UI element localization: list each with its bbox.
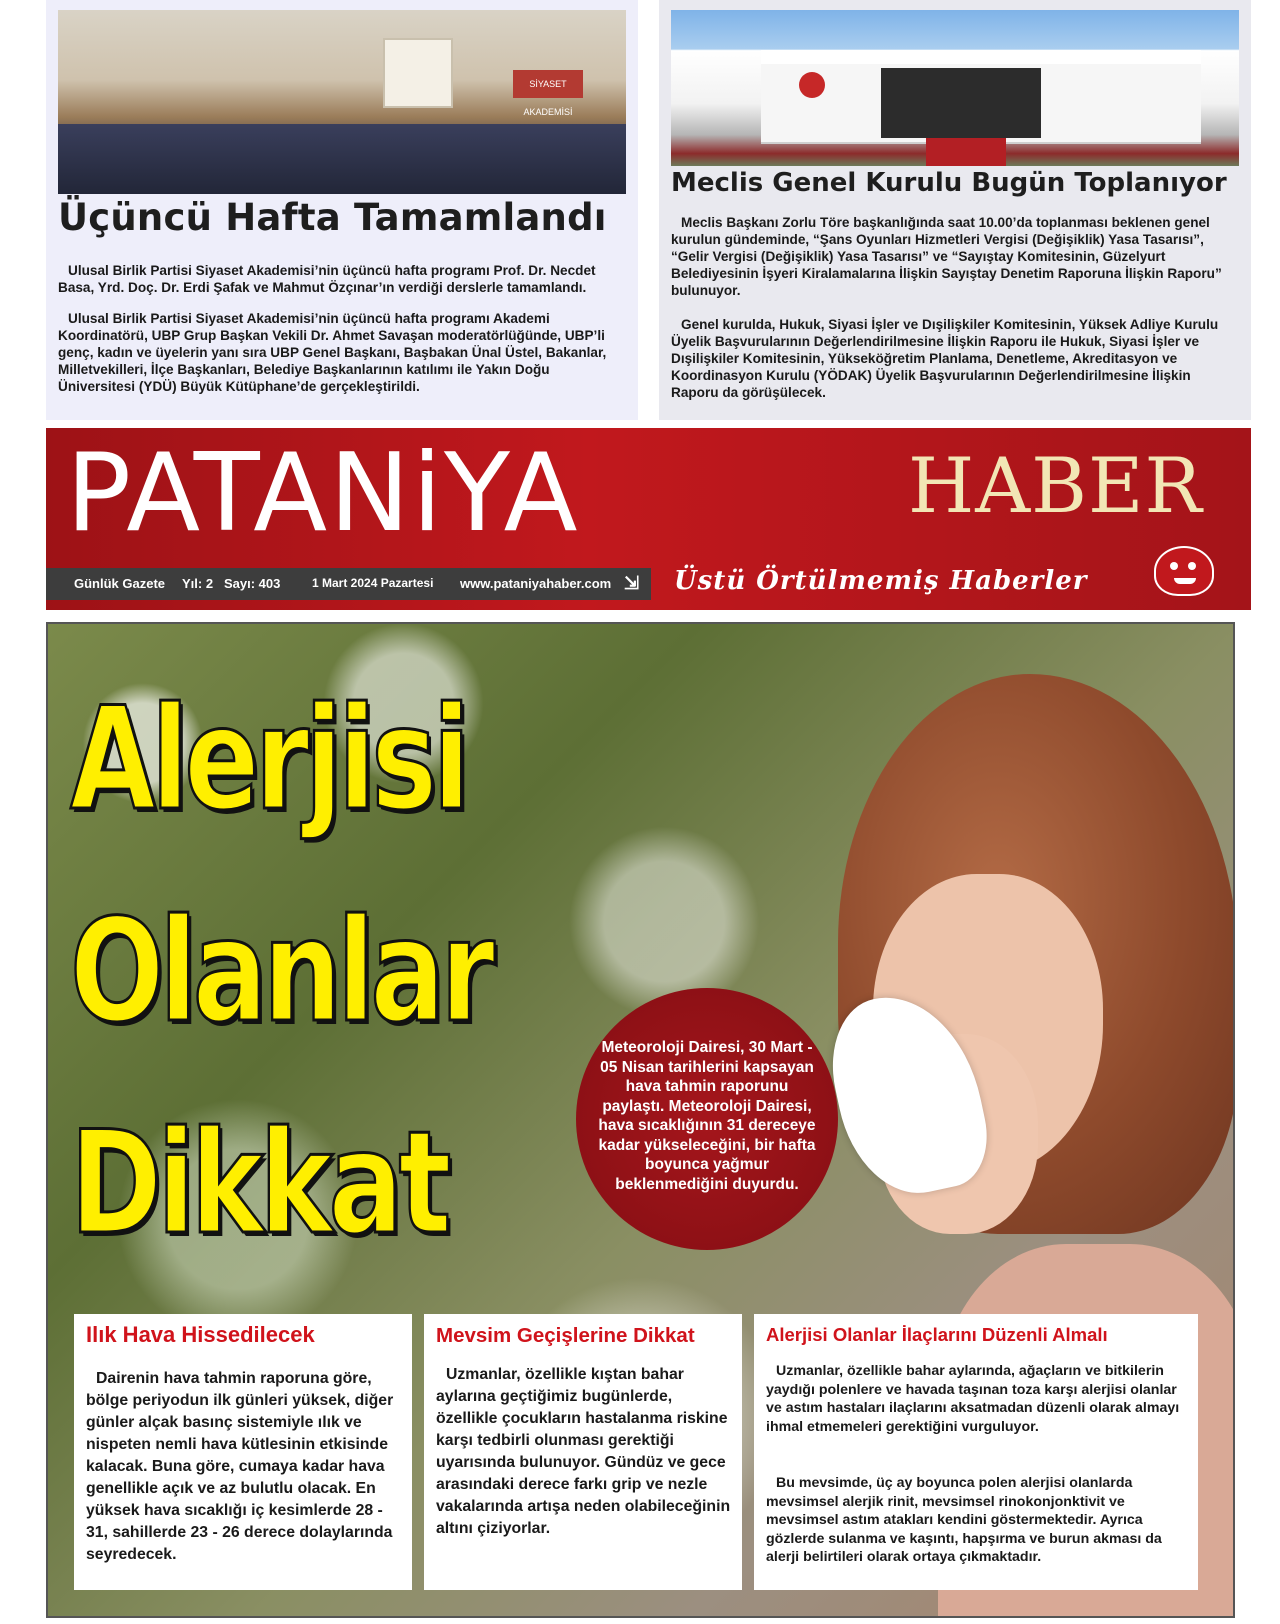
story-left-photo [58, 10, 626, 194]
building-entrance-shape [881, 68, 1041, 138]
story-right-photo [671, 10, 1239, 166]
weather-circle-note: Meteoroloji Dairesi, 30 Mart - 05 Nisan tarihlerini kapsayan hava tahmin raporunu paylaştı. Meteoroloji Dairesi, hava sıcaklığının 31 dereceye kadar yükseleceğini, bir hafta boyunca yağmur beklenmediğini duyurdu. [576, 988, 838, 1250]
column-2-title: Mevsim Geçişlerine Dikkat [436, 1324, 695, 1347]
slogan: Üstü Örtülmemiş Haberler [674, 566, 1088, 596]
year: Yıl: 2 [182, 576, 214, 591]
lectern-shape [383, 38, 453, 108]
red-carpet-shape [926, 138, 1006, 166]
story-left-title: Üçüncü Hafta Tamamlandı [58, 196, 607, 239]
column-3-paragraph-1: Uzmanlar, özellikle bahar aylarında, ağaçların ve bitkilerin yaydığı polenlere ve havada taşınan toza karşı alerjisi olanlar ve astım hastaları ilaçlarını aksatmadan düzenli olarak almayı ihmal etmemeleri gerektiğini vurguluyor. [766, 1363, 1180, 1435]
logo-haber: HABER [908, 441, 1203, 530]
newspaper-type: Günlük Gazete [74, 576, 166, 591]
photo-banner: SİYASET AKADEMİSİ [513, 70, 583, 98]
story-right-paragraph-2: Genel kurulda, Hukuk, Siyasi İşler ve Dışilişkiler Komitesinin, Yüksek Adliye Kurulu Üyelik Başvurularının Değerlendirilmesine İlişkin Raporu ile Hukuk, Siyasi İşler ve Dışilişkiler Komitesinin, Yükseköğretim Planlama, Denetleme, Akreditasyon ve Koordinasyon Kurulu (YÖDAK) Üyelik Başvurularının Değerlendirilmesine İlişkin Raporu da görüşülecek. [671, 317, 1219, 400]
column-allergy-medication [754, 1314, 1198, 1590]
column-3-title: Alerjisi Olanlar İlaçlarını Düzenli Almalı [766, 1324, 1108, 1345]
issue-date: 1 Mart 2024 Pazartesi [312, 576, 434, 590]
column-warm-weather [74, 1314, 412, 1590]
feature-story [46, 622, 1235, 1618]
story-left-paragraph-2: Ulusal Birlik Partisi Siyaset Akademisi’nin üçüncü hafta programı Akademi Koordinatörü, UBP Grup Başkan Vekili Dr. Ahmet Savaşan moderatörlüğünde, UBP’li genç, kadın ve üyelerin yanı sıra UBP Genel Başkanı, Başbakan Ünal Üstel, Bakanlar, Milletvekilleri, İlçe Başkanları, Belediye Başkanlarının katılımı ile Yakın Doğu Üniversitesi (YDÜ) Büyük Kütüphane’de gerçekleştirildi. [58, 311, 607, 394]
column-3-paragraph-2: Bu mevsimde, üç ay boyunca polen alerjisi olanlarda mevsimsel alerjik rinit, mevsimsel rinokonjonktivit ve mevsimsel astım atakları kendini göstermektedir. Ayrıca gözlerde sulanma ve kaşıntı, hapşırma ve burun akması da alerji belirtileri olarak ortaya çıkmaktadır. [766, 1475, 1162, 1565]
column-2-text: Uzmanlar, özellikle kıştan bahar aylarına geçtiğimiz bugünlerde, özellikle çocukların hastalanma riskine karşı tedbirli olunması gerektiği uyarısında bulunuyor. Gündüz ve gece arasındaki derece farkı grip ve nezle vakalarında artışa neden olabileceğinin altını çiziyorlar. [436, 1366, 731, 1537]
emblem-icon [799, 72, 825, 98]
story-left [46, 0, 638, 420]
story-right-paragraph-1: Meclis Başkanı Zorlu Töre başkanlığında saat 10.00’da toplanması beklenen genel kurulun gündeminde, “Şans Oyunları Hizmetleri Vergisi (Değişiklik) Yasa Tasarısı”, “Gelir Vergisi (Değişiklik) Yasa Tasarısı” ve “Sayıştay Komitesinin, Güzelyurt Belediyesinin İşyeri Kiralamalarına İlişkin Sayıştay Denetim Raporuna İlişkin Raporu” bulunuyor. [671, 215, 1222, 298]
issue-number: Sayı: 403 [224, 576, 281, 591]
column-1-title: Ilık Hava Hissedilecek [86, 1322, 315, 1347]
feature-headline: Alerjisi Olanlar Dikkat [70, 677, 491, 1266]
website-link[interactable]: www.pataniyahaber.com [460, 576, 612, 591]
audience-shape [58, 124, 626, 194]
logo-pataniya: PATANiYA [66, 431, 580, 556]
story-left-paragraph-1: Ulusal Birlik Partisi Siyaset Akademisi’nin üçüncü hafta programı Prof. Dr. Necdet Basa, Yrd. Doç. Dr. Erdi Şafak ve Mahmut Özçınar’ın verdiği derslerle tamamlandı. [58, 263, 596, 295]
column-1-text: Dairenin hava tahmin raporuna göre, bölge periyodun ilk günleri yüksek, diğer günler alçak basınç sistemiyle ılık ve nispeten nemli hava kütlesinin etkisinde kalacak. Buna göre, cumaya kadar hava genellikle açık ve az bulutlu olacak. En yüksek hava sıcaklığı iç kesimlerde 28 - 31, sahillerde 23 - 26 derece dolaylarında seyredecek. [86, 1370, 394, 1563]
masthead [46, 428, 1251, 610]
issue-info-strip [46, 568, 651, 600]
story-right [659, 0, 1251, 420]
cursor-click-icon: ⇲ [624, 573, 640, 593]
column-season-change [424, 1314, 742, 1590]
story-right-title: Meclis Genel Kurulu Bugün Toplanıyor [671, 168, 1227, 198]
mascot-icon [1154, 546, 1214, 596]
